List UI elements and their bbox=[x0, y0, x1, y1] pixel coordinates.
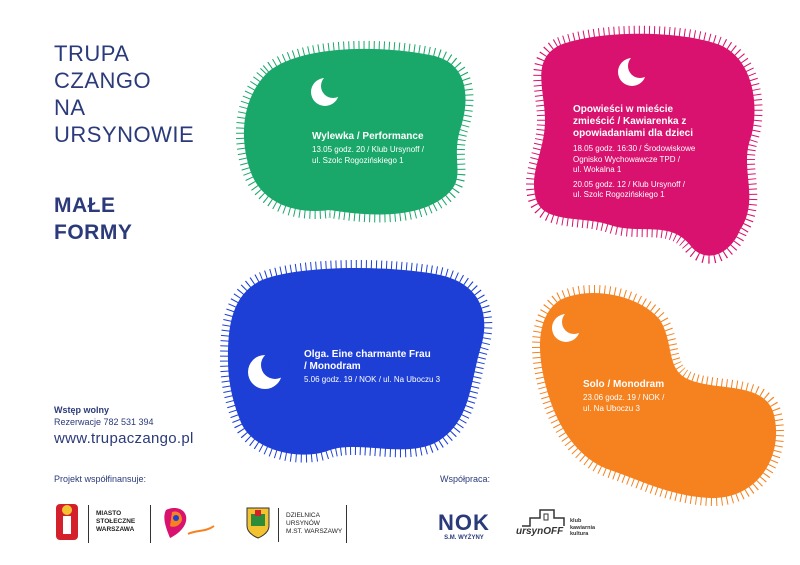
event-blue-title: Olga. Eine charmante Frau / Monodram bbox=[304, 349, 431, 372]
ursynoff-building-icon bbox=[520, 506, 570, 528]
entry-info bbox=[54, 404, 154, 428]
project-logo-icon bbox=[160, 504, 220, 544]
reservation-text: Rezerwacje 782 531 394 bbox=[54, 417, 154, 427]
event-orange: Solo / Monodram 23.06 godz. 19 / NOK / ul. Na Uboczu 3 bbox=[583, 379, 713, 414]
divider bbox=[88, 505, 89, 543]
page-subtitle: MAŁE FORMY bbox=[54, 194, 133, 244]
divider bbox=[150, 505, 151, 543]
event-green-title: Wylewka / Performance bbox=[312, 131, 424, 142]
page-title: TRUPA CZANGO NA URSYNOWIE bbox=[54, 41, 195, 147]
nok-logo: NOK S.M. WYŻYNY bbox=[438, 510, 490, 541]
ursynoff-logo-text: ursynOFF bbox=[516, 526, 564, 537]
cooperation-label: Współpraca: bbox=[440, 474, 491, 484]
event-orange-title: Solo / Monodram bbox=[583, 379, 665, 390]
ursynow-logo-text: DZIELNICA URSYNÓW M.ST. WARSZAWY bbox=[286, 512, 343, 535]
cofinanced-label: Projekt współfinansuje: bbox=[54, 474, 147, 484]
event-green: Wylewka / Performance 13.05 godz. 20 / Klub Ursynoff / ul. Szolc Rogozińskiego 1 bbox=[312, 131, 452, 166]
divider bbox=[346, 505, 347, 543]
free-entry-text: Wstęp wolny bbox=[54, 405, 110, 415]
ursynoff-sub-text: klub kawiarnia kultura bbox=[570, 518, 596, 537]
event-magenta-title: Opowieści w mieście zmieścić / Kawiarenka z opowiadaniami dla dzieci bbox=[573, 104, 694, 139]
warsaw-crest-icon bbox=[54, 500, 80, 544]
ursynow-crest-icon bbox=[245, 506, 271, 540]
warsaw-logo-text: MIASTO STOŁECZNE WARSZAWA bbox=[96, 510, 136, 533]
divider bbox=[278, 508, 279, 542]
website-link[interactable]: www.trupaczango.pl bbox=[54, 430, 194, 447]
event-magenta: Opowieści w mieście zmieścić / Kawiarenka z opowiadaniami dla dzieci 18.05 godz. 16:30 / Środowiskowe Ognisko Wychowawcze TPD / ul. Wokalna 1 20.05 godz. 12 / Klub Ursynoff / ul. Szolc Rogozińskiego 1 bbox=[573, 104, 733, 201]
event-blue: Olga. Eine charmante Frau / Monodram 5.06 godz. 19 / NOK / ul. Na Uboczu 3 bbox=[304, 349, 474, 386]
